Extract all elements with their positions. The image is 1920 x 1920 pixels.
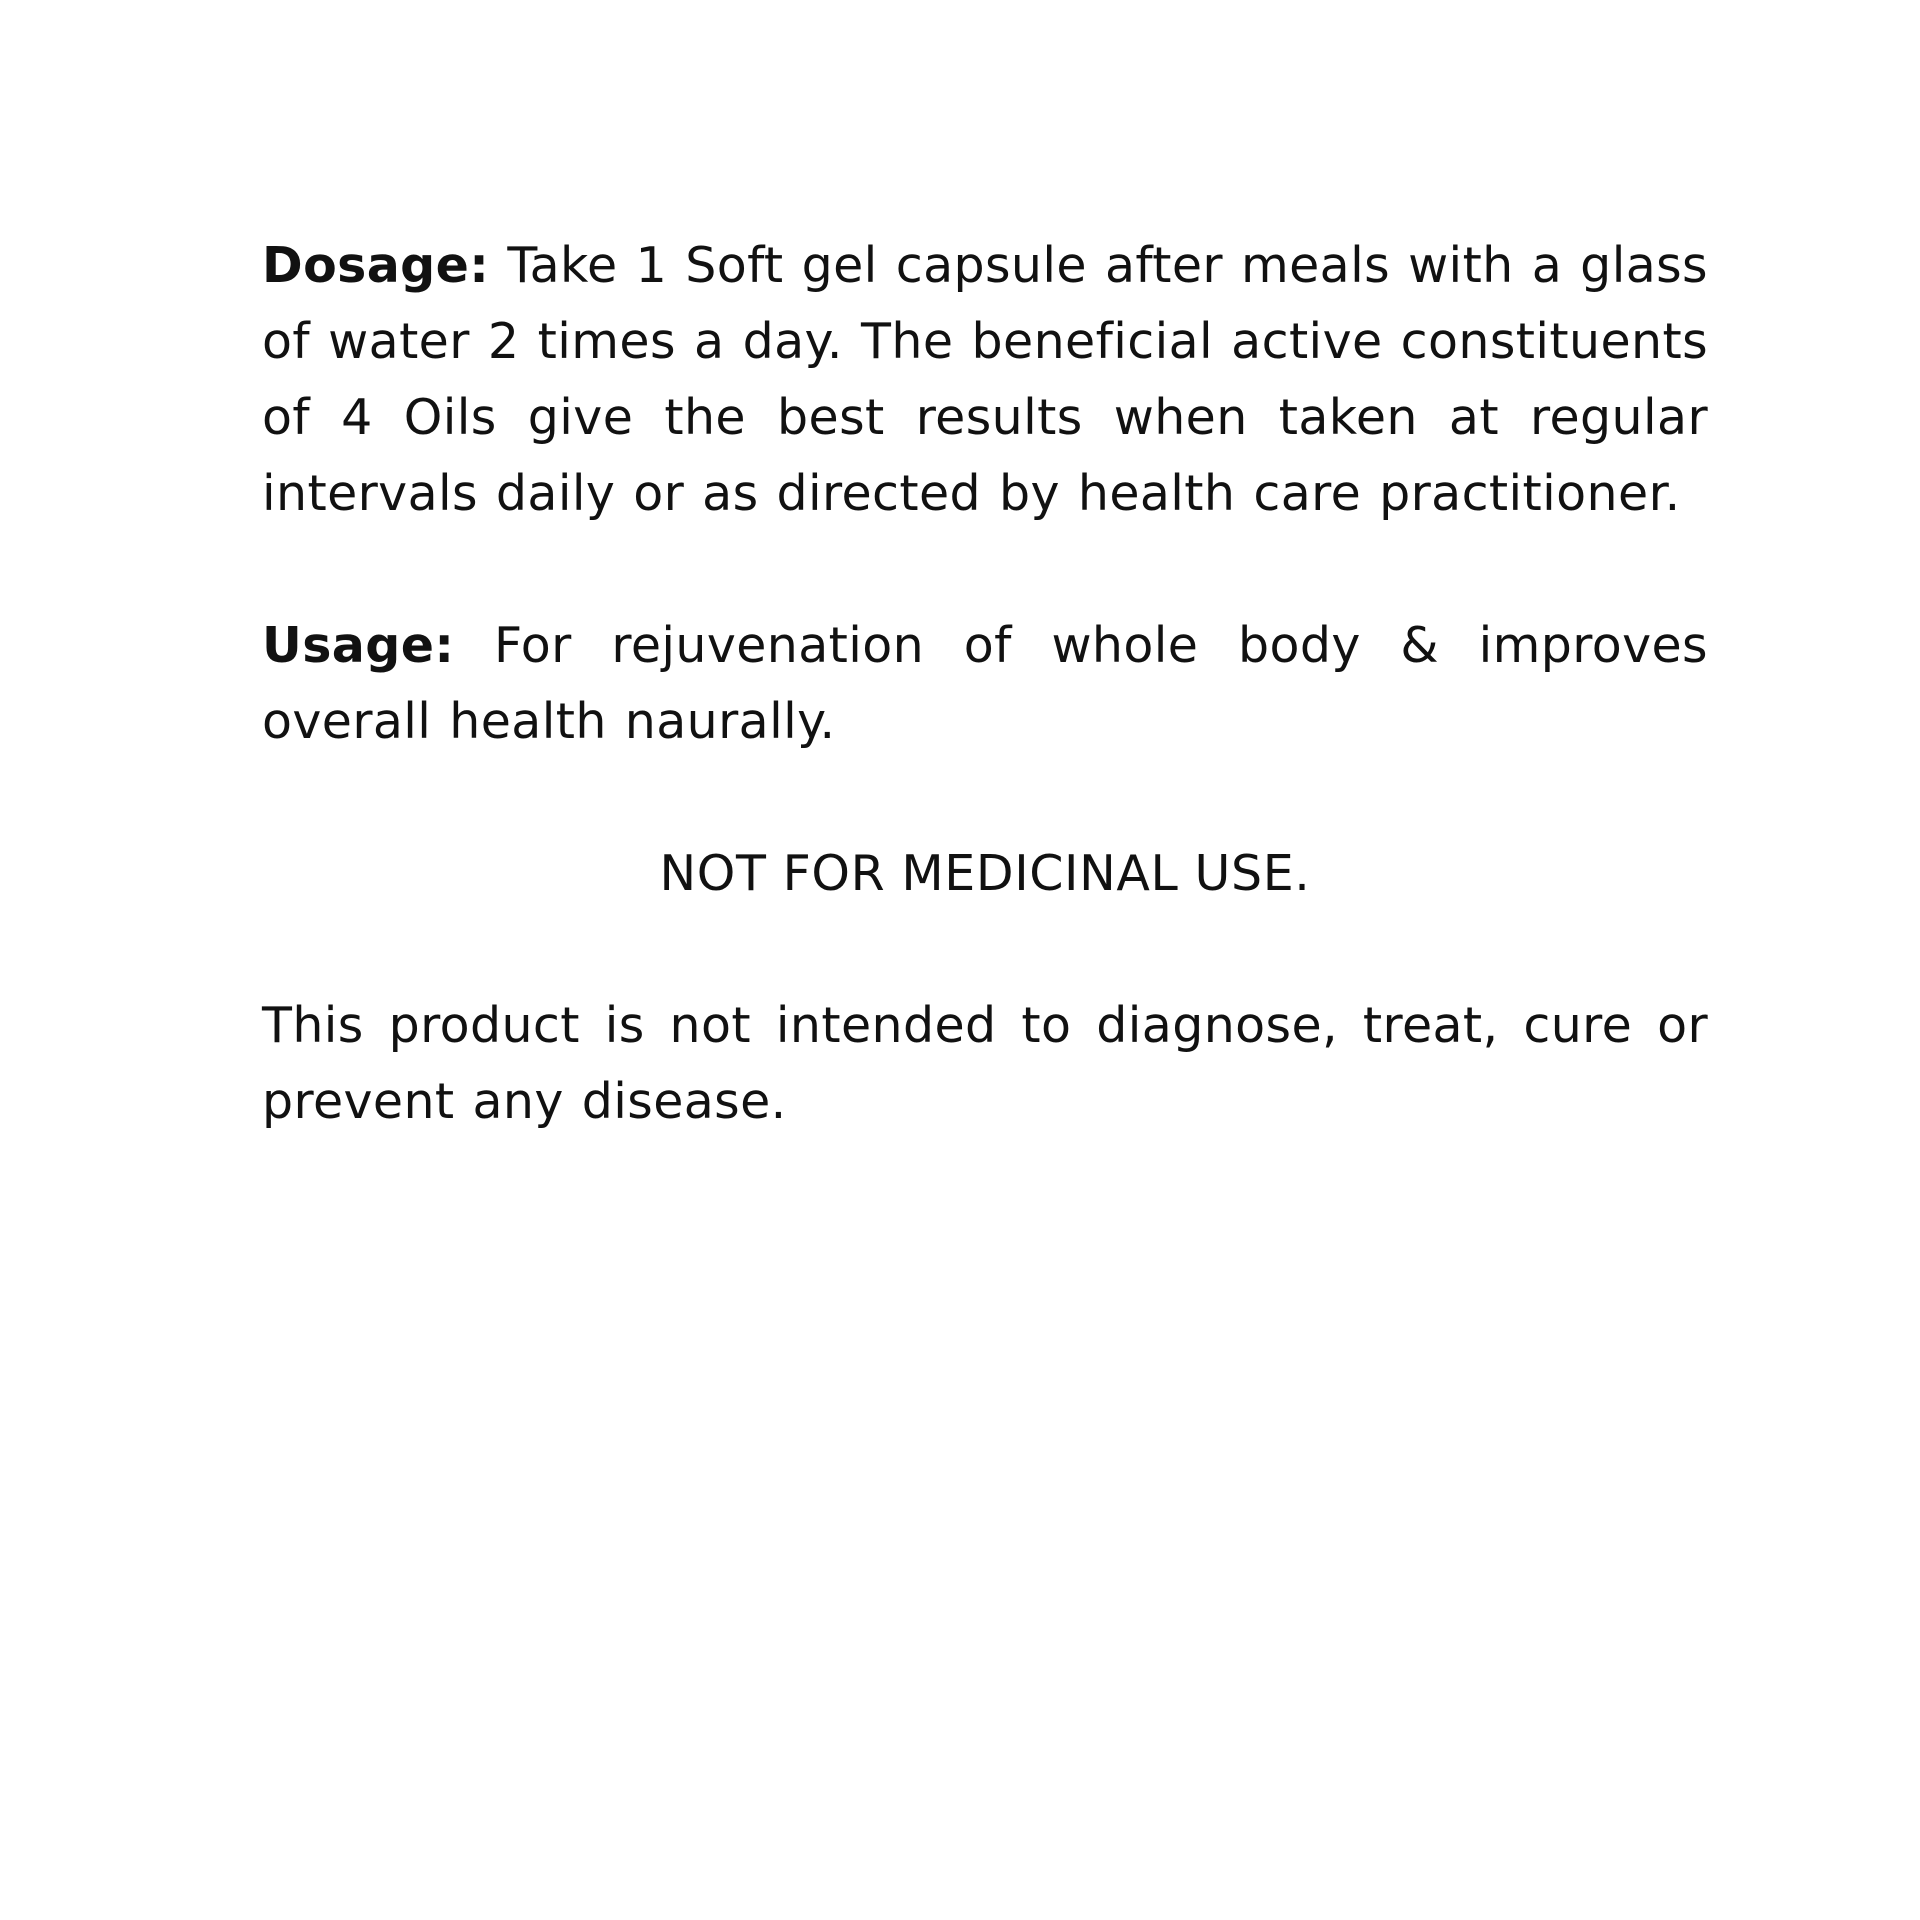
dosage-label: Dosage: [262,237,490,294]
usage-text: For rejuvenation of whole body & improves overall health naurally. [262,617,1708,750]
medicinal-warning: NOT FOR MEDICINAL USE. [659,845,1311,902]
label-content [262,228,1708,1140]
usage-paragraph [262,608,1708,760]
usage-label: Usage: [262,617,455,674]
dosage-paragraph [262,228,1708,532]
dosage-text: Take 1 Soft gel capsule after meals with a glass of water 2 times a day. The beneficial active constituents of 4 Oils give the best results when taken at regular intervals daily or as directed by health care practitioner. [262,237,1708,522]
disclaimer-text: This product is not intended to diagnose, treat, cure or prevent any disease. [262,997,1708,1130]
